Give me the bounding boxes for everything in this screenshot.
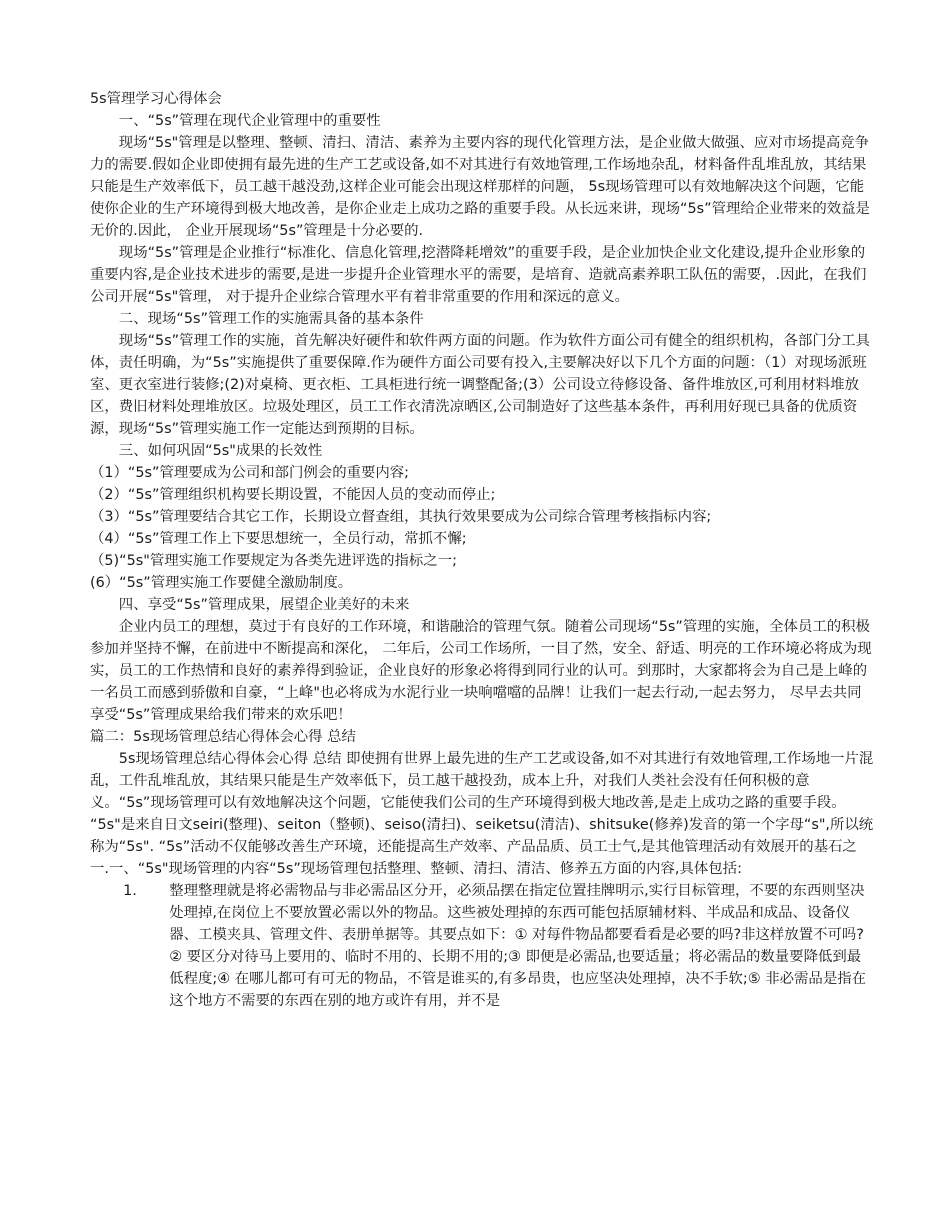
section-heading-1: 一、“5s”管理在现代企业管理中的重要性 [118, 113, 381, 129]
section-heading-4: 四、享受“5s”管理成果，展望企业美好的未来 [118, 597, 410, 613]
part-two-heading: 篇二：5s现场管理总结心得体会心得 总结 [90, 729, 356, 745]
section-heading-3: 三、如何巩固“5s"成果的长效性 [118, 443, 323, 459]
section-heading-2: 二、现场“5s”管理工作的实施需具备的基本条件 [118, 311, 424, 327]
document-page [90, 88, 875, 1012]
list-item: （5)“5s"管理实施工作要规定为各类先进评选的指标之一; [90, 553, 457, 569]
numbered-list-item [90, 880, 875, 1012]
list-item-text: 整理整理就是将必需物品与非必需品区分开，必须品摆在指定位置挂牌明示,实行目标管理，不要的东西则坚决处理掉,在岗位上不要放置必需以外的物品。这些被处理掉的东西可能包括原辅材料、半成品和成品、设备仪器、工模夹具、管理文件、表册单据等。其要点如下：① 对每件物品都要看看是必要的吗?非这样放置不可吗?② 要区分对待马上要用的、临时不用的、长期不用的;③ 即便是必需品,也要适量；将必需品的数量要降低到最低程度;④ 在哪儿都可有可无的物品，不管是谁买的,有多昂贵，也应坚决处理掉，决不手软;⑤ 非必需品是指在这个地方不需要的东西在别的地方或许有用，并不是 [169, 883, 866, 1009]
list-number: 1. [123, 883, 137, 899]
paragraph-3: 现场“5s”管理工作的实施，首先解决好硬件和软件两方面的问题。作为软件方面公司有健全的组织机构，各部门分工具体，责任明确，为“5s”实施提供了重要保障.作为硬件方面公司要有投入,主要解决好以下几个方面的问题：（1）对现场派班室、更衣室进行装修;(2)对桌椅、更衣柜、工具柜进行统一调整配备;(3）公司设立待修设备、备件堆放区,可利用材料堆放区，费旧材料处理堆放区。垃圾处理区，员工工作衣清洗凉晒区,公司制造好了这些基本条件，再利用好现已具备的优质资源，现场“5s”管理实施工作一定能达到预期的目标。 [90, 333, 870, 437]
paragraph-4: 企业内员工的理想，莫过于有良好的工作环境，和谐融洽的管理气氛。随着公司现场“5s”管理的实施，全体员工的积极参加并坚持不懈，在前进中不断提高和深化， 二年后，公司工作场所，一目了然，安全、舒适、明亮的工作环境必将成为现实，员工的工作热情和良好的素养得到验证，企业良好的形象必将得到同行业的认可。到那时，大家都将会为自己是上峰的一名员工而感到骄傲和自豪，“上峰"也必将成为水泥行业一块响噹噹的品牌！让我们一起去行动,一起去努力， 尽早去共同享受“5s”管理成果给我们带来的欢乐吧！ [90, 619, 872, 723]
list-item: （1）“5s”管理要成为公司和部门例会的重要内容; [90, 465, 409, 481]
paragraph-2: 现场“5s”管理是企业推行“标准化、信息化管理,挖潜降耗增效”的重要手段，是企业加快企业文化建设,提升企业形象的重要内容,是企业技术进步的需要,是进一步提升企业管理水平的需要，是培育、造就高素养职工队伍的需要，.因此，在我们公司开展“5s"管理， 对于提升企业综合管理水平有着非常重要的作用和深远的意义。 [90, 245, 867, 305]
list-item: （4）“5s”管理工作上下要思想统一，全员行动，常抓不懈; [90, 531, 467, 547]
list-item: （3）“5s”管理要结合其它工作，长期设立督查组，其执行效果要成为公司综合管理考核指标内容; [90, 509, 712, 525]
document-title: 5s管理学习心得体会 [90, 91, 222, 107]
list-item: （2）“5s”管理组织机构要长期设置，不能因人员的变动而停止; [90, 487, 496, 503]
list-item: (6）“5s”管理实施工作要健全激励制度。 [90, 575, 353, 591]
paragraph-5: 5s现场管理总结心得体会心得 总结 即使拥有世界上最先进的生产工艺或设备,如不对其进行有效地管理,工作场地一片混乱，工件乱堆乱放，其结果只能是生产效率低下，员工越干越投劲，成本上升，对我们人类社会没有任何积极的意义。“5s”现场管理可以有效地解决这个问题，它能使我们公司的生产环境得到极大地改善,是走上成功之路的重要手段。 “5s"是来自日文seiri(整理)、seiton（整顿)、seiso(清扫)、seiketsu(清洁)、shitsuke(修养)发音的第一个字母“s",所以统称为“5s". “5s”活动不仅能够改善生产环境，还能提高生产效率、产品品质、员工士气,是其他管理活动有效展开的基石之一.一、“5s"现场管理的内容“5s”现场管理包括整理、整顿、清扫、清洁、修养五方面的内容,具体包括: [90, 751, 874, 877]
paragraph-1: 现场“5s"管理是以整理、整顿、清扫、清洁、素养为主要内容的现代化管理方法，是企业做大做强、应对市场提高竞争力的需要.假如企业即使拥有最先进的生产工艺或设备,如不对其进行有效地管理,工作场地杂乱，材料备件乱堆乱放，其结果只能是生产效率低下，员工越干越没劲,这样企业可能会出现这样那样的问题， 5s现场管理可以有效地解决这个问题，它能使你企业的生产环境得到极大地改善，是你企业走上成功之路的重要手段。从长远来讲，现场“5s”管理给企业带来的效益是无价的.因此， 企业开展现场“5s”管理是十分必要的. [90, 135, 870, 239]
